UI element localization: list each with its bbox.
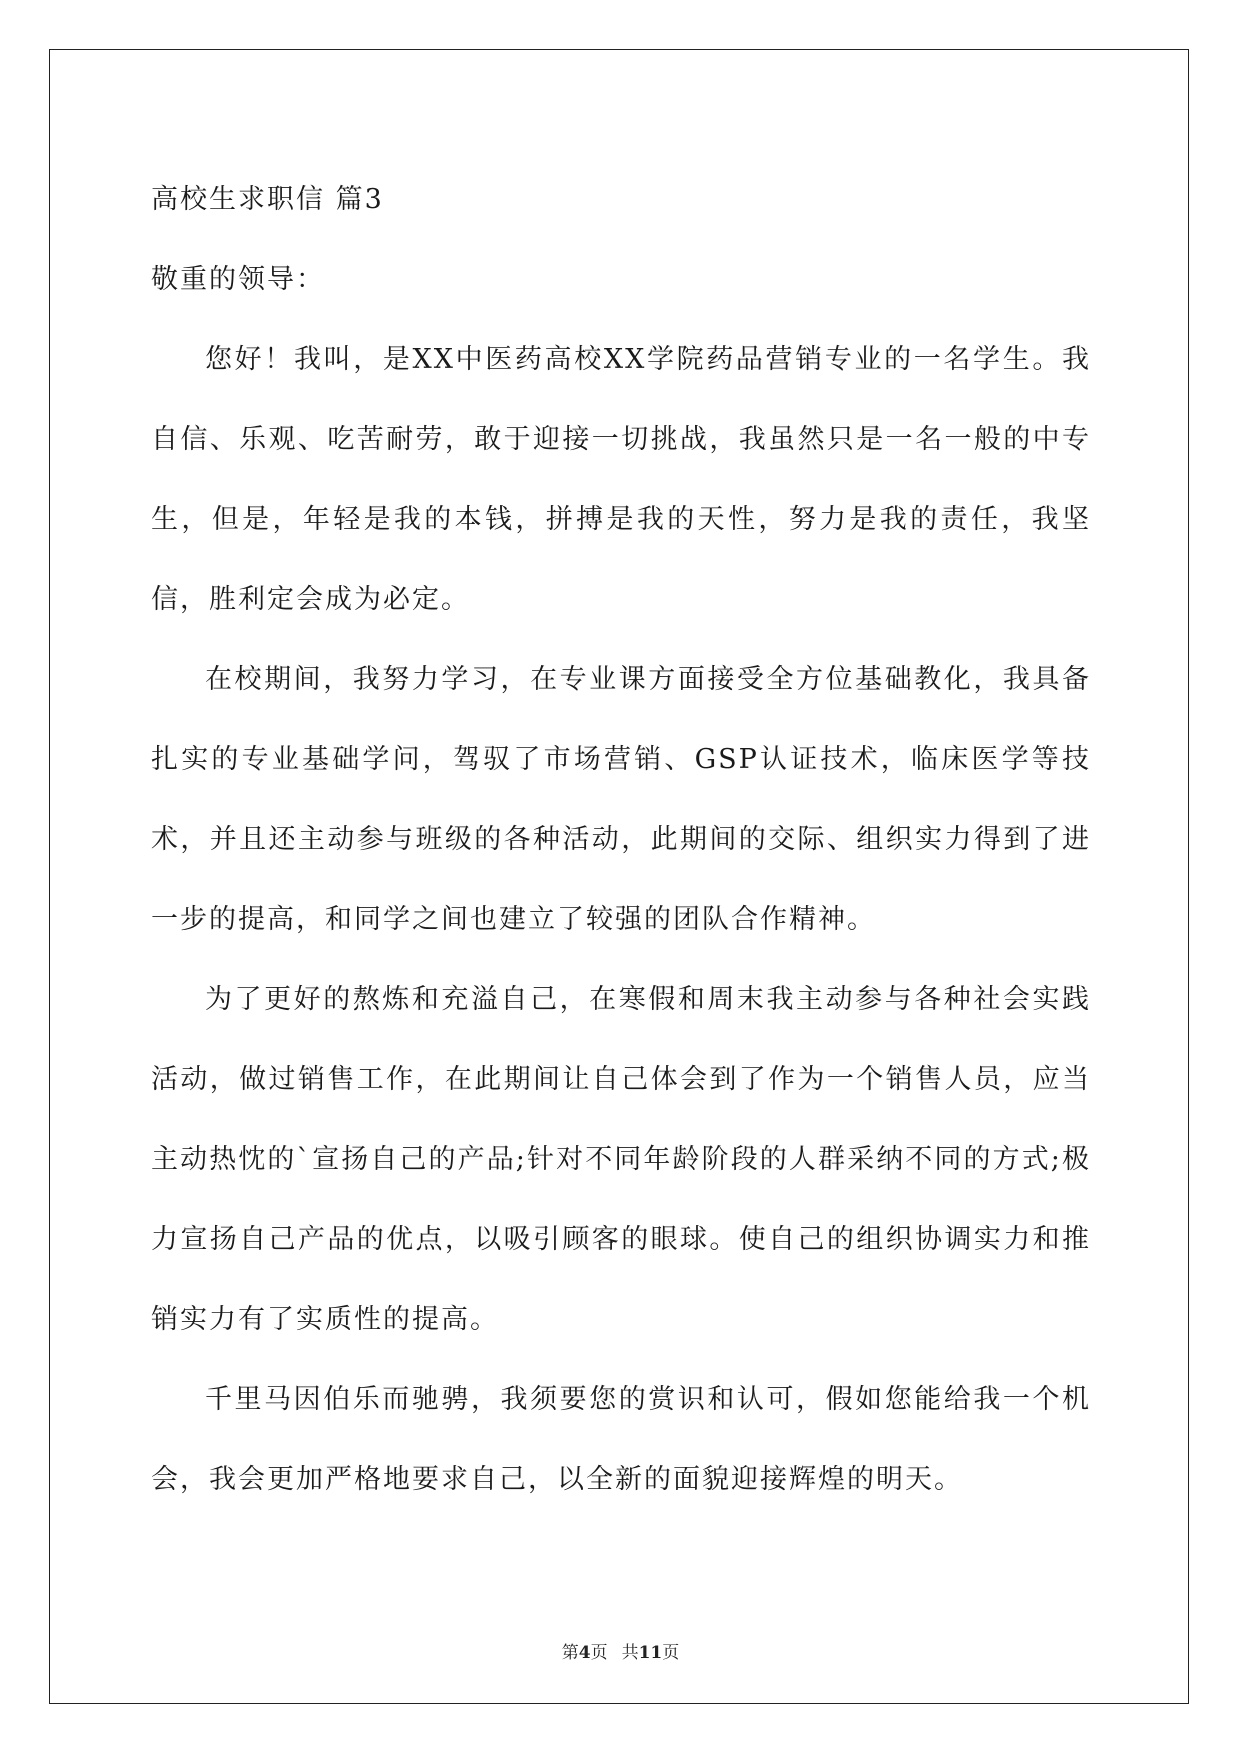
document-body [151,160,1091,1520]
footer-page-word: 页 [590,1643,608,1663]
footer-prefix: 第 [561,1643,579,1663]
footer-current-page: 4 [578,1643,591,1663]
page-footer [0,1638,1241,1663]
document-title: 高校生求职信 篇3 [151,184,384,215]
footer-total-prefix: 共 [621,1643,639,1663]
footer-total-suffix: 页 [662,1643,680,1663]
salutation: 敬重的领导： [151,264,325,295]
footer-total-pages: 11 [638,1643,663,1663]
paragraph-intro: 您好！我叫，是XX中医药高校XX学院药品营销专业的一名学生。我自信、乐观、吃苦耐劳，敢于迎接一切挑战，我虽然只是一名一般的中专生，但是，年轻是我的本钱，拼搏是我的天性，努力是我的责任，我坚信，胜利定会成为必定。 [151,344,1091,615]
paragraph-practice: 为了更好的熬炼和充溢自己，在寒假和周末我主动参与各种社会实践活动，做过销售工作，在此期间让自己体会到了作为一个销售人员，应当主动热忱的`宣扬自己的产品;针对不同年龄阶段的人群采纳不同的方式;极力宣扬自己产品的优点，以吸引顾客的眼球。使自己的组织协调实力和推销实力有了实质性的提高。 [151,984,1091,1335]
paragraph-study: 在校期间，我努力学习，在专业课方面接受全方位基础教化，我具备扎实的专业基础学问，驾驭了市场营销、GSP认证技术，临床医学等技术，并且还主动参与班级的各种活动，此期间的交际、组织实力得到了进一步的提高，和同学之间也建立了较强的团队合作精神。 [151,664,1091,935]
paragraph-closing: 千里马因伯乐而驰骋，我须要您的赏识和认可，假如您能给我一个机会，我会更加严格地要求自己，以全新的面貌迎接辉煌的明天。 [151,1384,1091,1495]
